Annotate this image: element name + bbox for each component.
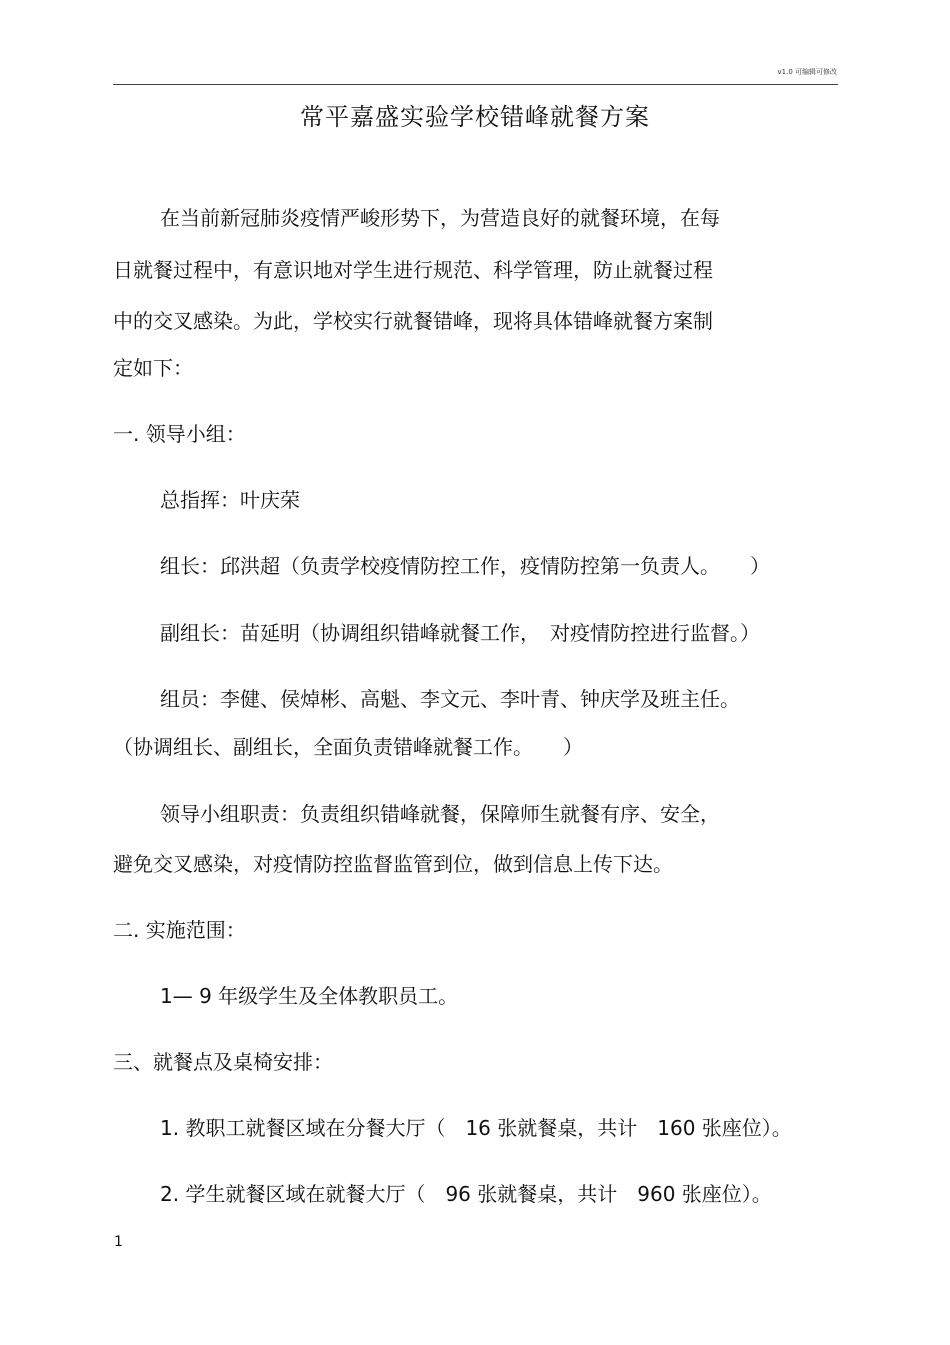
deputy-line: 副组长：苗延明（协调组织错峰就餐工作， 对疫情防控进行监督。） [160, 621, 760, 645]
duties-line-1: 领导小组职责：负责组织错峰就餐，保障师生就餐有序、安全， [160, 802, 720, 826]
intro-line-3: 中的交叉感染。为此，学校实行就餐错峰，现将具体错峰就餐方案制 [113, 309, 713, 333]
section-2-heading: 二. 实施范围： [113, 918, 246, 942]
section-3-heading: 三、就餐点及桌椅安排： [113, 1050, 333, 1074]
intro-line-1: 在当前新冠肺炎疫情严峻形势下，为营造良好的就餐环境，在每 [160, 206, 720, 230]
duties-line-2: 避免交叉感染，对疫情防控监督监管到位，做到信息上传下达。 [113, 852, 673, 876]
header-rule [113, 84, 838, 85]
members-line-2: （协调组长、副组长，全面负责错峰就餐工作。 ） [113, 735, 583, 759]
scope-line: 1— 9 年级学生及全体教职员工。 [160, 984, 459, 1008]
page-number: 1 [114, 1234, 123, 1250]
intro-line-2: 日就餐过程中，有意识地对学生进行规范、科学管理，防止就餐过程 [113, 258, 713, 282]
dining-item-2: 2. 学生就餐区域在就餐大厅（ 96 张就餐桌，共计 960 张座位）。 [160, 1182, 772, 1206]
dining-item-1: 1. 教职工就餐区域在分餐大厅（ 16 张就餐桌，共计 160 张座位）。 [160, 1116, 792, 1140]
document-title: 常平嘉盛实验学校错峰就餐方案 [300, 103, 650, 131]
version-label: v1.0 可编辑可修改 [777, 68, 837, 76]
leader-line: 组长：邱洪超（负责学校疫情防控工作，疫情防控第一负责人。 ） [160, 554, 770, 578]
members-line-1: 组员：李健、侯焯彬、高魁、李文元、李叶青、钟庆学及班主任。 [160, 687, 740, 711]
section-1-heading: 一. 领导小组： [113, 422, 246, 446]
intro-line-4: 定如下： [113, 356, 193, 380]
commander-line: 总指挥：叶庆荣 [160, 488, 300, 512]
